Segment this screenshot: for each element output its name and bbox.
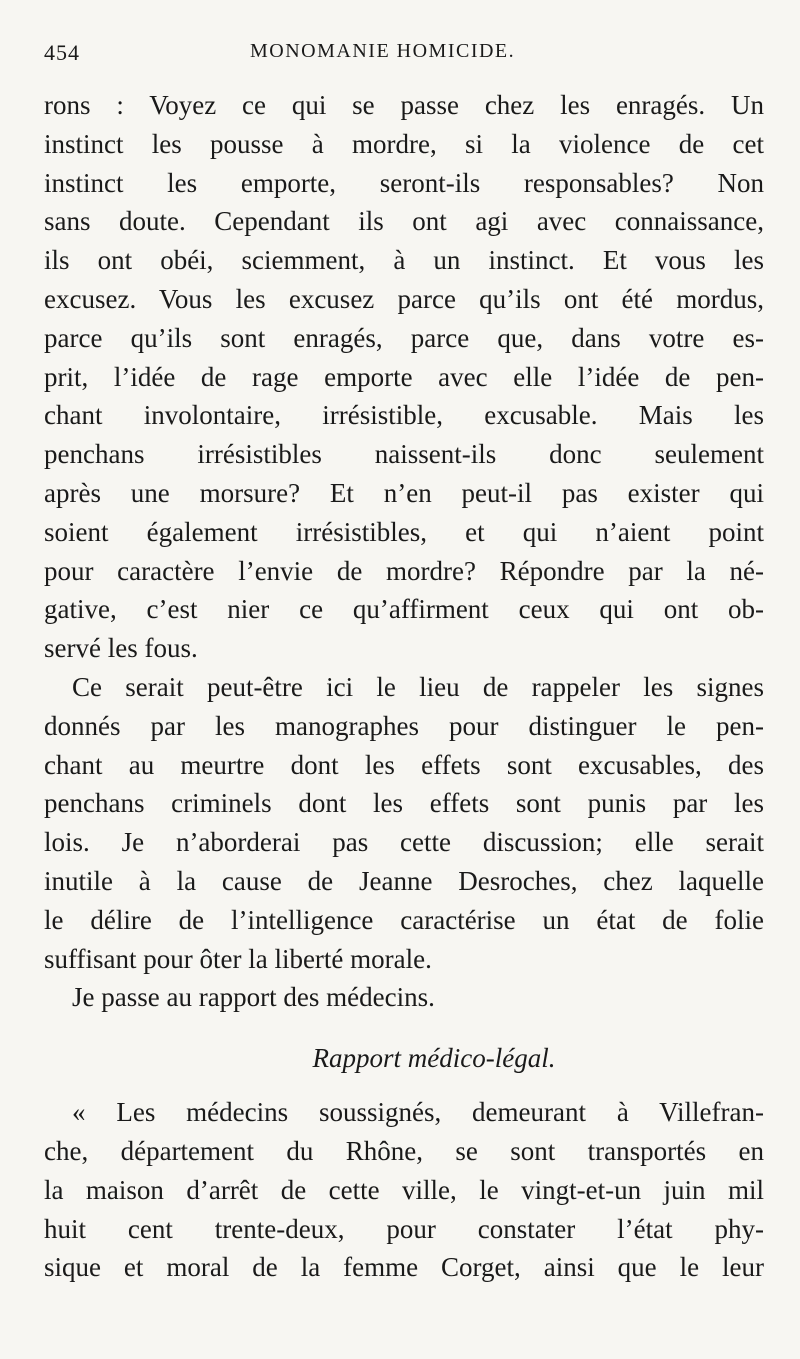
text-line: chant involontaire, irrésistible, excusable. Mais les	[44, 400, 764, 431]
text-line: instinct les emporte, seront-ils responsables? Non	[44, 167, 764, 198]
running-head: MONOMANIE HOMICIDE.	[250, 40, 516, 62]
text-line: huit cent trente-deux, pour constater l’état phy-	[44, 1213, 764, 1244]
text-line: lois. Je n’aborderai pas cette discussion; elle serait	[44, 827, 764, 858]
text-line: pour caractère l’envie de mordre? Répondre par la né-	[44, 555, 764, 586]
text-line: excusez. Vous les excusez parce qu’ils ont été mordus,	[44, 283, 764, 314]
text-line: penchans irrésistibles naissent-ils donc seulement	[44, 439, 764, 470]
text-line: chant au meurtre dont les effets sont excusables, des	[44, 749, 764, 780]
text-line: Ce serait peut-être ici le lieu de rappeler les signes	[72, 671, 764, 702]
text-line: instinct les pousse à mordre, si la violence de cet	[44, 128, 764, 159]
text-line: servé les fous.	[44, 633, 198, 664]
body-text	[44, 86, 764, 1287]
text-line: après une morsure? Et n’en peut-il pas exister qui	[44, 477, 764, 508]
page-number: 454	[44, 40, 80, 65]
text-line: che, département du Rhône, se sont transportés en	[44, 1135, 764, 1166]
text-line: prit, l’idée de rage emporte avec elle l’idée de pen-	[44, 361, 764, 392]
text-line: inutile à la cause de Jeanne Desroches, chez laquelle	[44, 865, 764, 896]
page-header	[44, 40, 760, 76]
text-line: le délire de l’intelligence caractérise un état de folie	[44, 904, 764, 935]
text-line: Je passe au rapport des médecins.	[72, 982, 435, 1013]
text-line: soient également irrésistibles, et qui n’aient point	[44, 516, 764, 547]
text-line: suffisant pour ôter la liberté morale.	[44, 943, 432, 974]
text-line: penchans criminels dont les effets sont punis par les	[44, 788, 764, 819]
text-line: sans doute. Cependant ils ont agi avec connaissance,	[44, 206, 764, 237]
text-line: parce qu’ils sont enragés, parce que, dans votre es-	[44, 322, 764, 353]
section-heading: Rapport médico-légal.	[312, 1043, 556, 1074]
text-line: ils ont obéi, sciemment, à un instinct. Et vous les	[44, 245, 764, 276]
text-line: « Les médecins soussignés, demeurant à Villefran-	[72, 1097, 764, 1128]
text-line: rons : Voyez ce qui se passe chez les enragés. Un	[44, 90, 764, 120]
text-line: donnés par les manographes pour distinguer le pen-	[44, 710, 764, 741]
text-line: sique et moral de la femme Corget, ainsi que le leur	[44, 1252, 764, 1283]
section-spacer	[44, 1079, 764, 1093]
text-line: gative, c’est nier ce qu’affirment ceux qui ont ob-	[44, 594, 764, 625]
text-line: la maison d’arrêt de cette ville, le vingt-et-un juin mil	[44, 1174, 764, 1205]
section-spacer	[44, 1017, 764, 1037]
